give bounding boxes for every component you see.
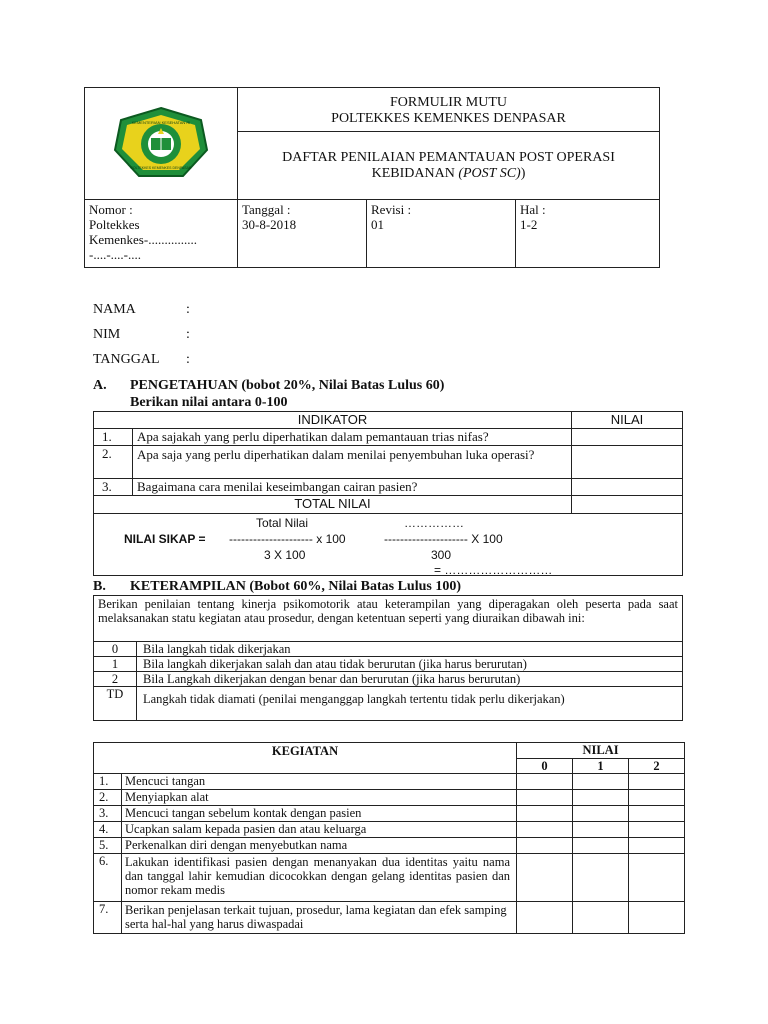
score-cell[interactable] [517,822,573,838]
section-a-subtitle: Berikan nilai antara 0-100 [130,395,288,410]
score-cell[interactable] [629,902,685,934]
score-cell[interactable] [573,854,629,902]
instruction-text: Berikan penilaian tentang kinerja psikomotorik atau keterampilan yang diperagakan oleh peserta pada saat melaksanakan statu kegiatan atau prosedur, dengan ketentuan seperti yang diuraikan dibawah ini: [94,596,683,642]
nilai-input-cell[interactable] [572,446,683,479]
form-title-1: FORMULIR MUTU [389,94,508,110]
revisi-cell: Revisi : 01 [367,200,516,268]
total-nilai-label: TOTAL NILAI [94,496,572,514]
score-cell[interactable] [517,806,573,822]
score-cell[interactable] [517,774,573,790]
keterampilan-legend-table [93,595,683,721]
score-cell[interactable] [629,806,685,822]
nomor-cell: Nomor : Poltekkes Kemenkes-............... -....-....-.... [85,200,238,268]
score-cell[interactable] [573,902,629,934]
score-cell[interactable] [573,806,629,822]
score-cell[interactable] [517,854,573,902]
section-a-title: PENGETAHUAN (bobot 20%, Nilai Batas Lulus 60) [130,378,445,393]
table-row: 4. Ucapkan salam kepada pasien dan atau keluarga [94,822,685,838]
doc-title-1: DAFTAR PENILAIAN PEMANTAUAN POST OPERASI [282,149,615,165]
legend-row: 1 Bila langkah dikerjakan salah dan atau tidak berurutan (jika harus berurutan) [94,657,683,672]
tanggal-cell: Tanggal : 30-8-2018 [238,200,367,268]
section-b-letter: B. [93,579,106,594]
legend-row: 2 Bila Langkah dikerjakan dengan benar dan berurutan (jika harus berurutan) [94,672,683,687]
form-title-cell [238,88,660,132]
hal-cell: Hal : 1-2 [516,200,660,268]
identity-nim: NIM : [93,327,190,342]
form-title-2: POLTEKKES KEMENKES DENPASAR [331,110,566,126]
score-cell[interactable] [629,822,685,838]
legend-row: TD Langkah tidak diamati (penilai menganggap langkah tertentu tidak perlu dikerjakan) [94,687,683,721]
kegiatan-table [93,742,685,934]
table-row: 3. Mencuci tangan sebelum kontak dengan pasien [94,806,685,822]
poltekkes-logo-icon [113,106,209,178]
score-cell[interactable] [517,838,573,854]
section-b-title: KETERAMPILAN (Bobot 60%, Nilai Batas Lulus 100) [130,579,461,594]
indikator-header: INDIKATOR [94,412,572,429]
table-row: 6. Lakukan identifikasi pasien dengan menanyakan dua identitas yaitu nama dan tanggal lahir kemudian dicocokkan dengan gelang identitas pasien dan nomor rekam medis [94,854,685,902]
identity-nama: NAMA : [93,302,190,317]
form-header-table [84,87,660,268]
total-nilai-cell[interactable] [572,496,683,514]
doc-title-cell [238,132,660,200]
table-row: 1. Mencuci tangan [94,774,685,790]
nilai-sikap-formula: Total Nilai …………… NILAI SIKAP = --------------------- x 100 --------------------- X 100 3 X 100 300 = ……………………… [94,514,683,576]
score-cell[interactable] [629,854,685,902]
score-cell[interactable] [573,822,629,838]
logo-cell [85,88,238,200]
table-row: 5. Perkenalkan diri dengan menyebutkan nama [94,838,685,854]
legend-row: 0 Bila langkah tidak dikerjakan [94,642,683,657]
score-header-2: 2 [629,759,685,774]
pengetahuan-table [93,411,683,576]
nilai-input-cell[interactable] [572,429,683,446]
nilai-input-cell[interactable] [572,479,683,496]
score-header-1: 1 [573,759,629,774]
score-cell[interactable] [629,774,685,790]
svg-text:POLTEKKES KEMENKES DENPASAR: POLTEKKES KEMENKES DENPASAR [130,166,192,170]
nilai-header: NILAI [572,412,683,429]
table-row: 2. Apa saja yang perlu diperhatikan dalam menilai penyembuhan luka operasi? [94,446,683,479]
doc-title-2: KEBIDANAN (POST SC)) [371,165,526,181]
table-row: 7. Berikan penjelasan terkait tujuan, prosedur, lama kegiatan dan efek samping serta hal-hal yang harus diwaspadai [94,902,685,934]
score-cell[interactable] [629,790,685,806]
score-cell[interactable] [573,774,629,790]
kegiatan-nilai-header: NILAI [517,743,685,759]
score-cell[interactable] [517,902,573,934]
score-header-0: 0 [517,759,573,774]
table-row: 1. Apa sajakah yang perlu diperhatikan dalam pemantauan trias nifas? [94,429,683,446]
score-cell[interactable] [629,838,685,854]
identity-tanggal: TANGGAL : [93,352,190,367]
section-a-letter: A. [93,378,107,393]
score-cell[interactable] [573,838,629,854]
score-cell[interactable] [517,790,573,806]
svg-text:KEMENTERIAN KESEHATAN RI: KEMENTERIAN KESEHATAN RI [131,120,191,125]
table-row: 2. Menyiapkan alat [94,790,685,806]
score-cell[interactable] [573,790,629,806]
table-row: 3. Bagaimana cara menilai keseimbangan cairan pasien? [94,479,683,496]
kegiatan-header: KEGIATAN [94,743,517,774]
